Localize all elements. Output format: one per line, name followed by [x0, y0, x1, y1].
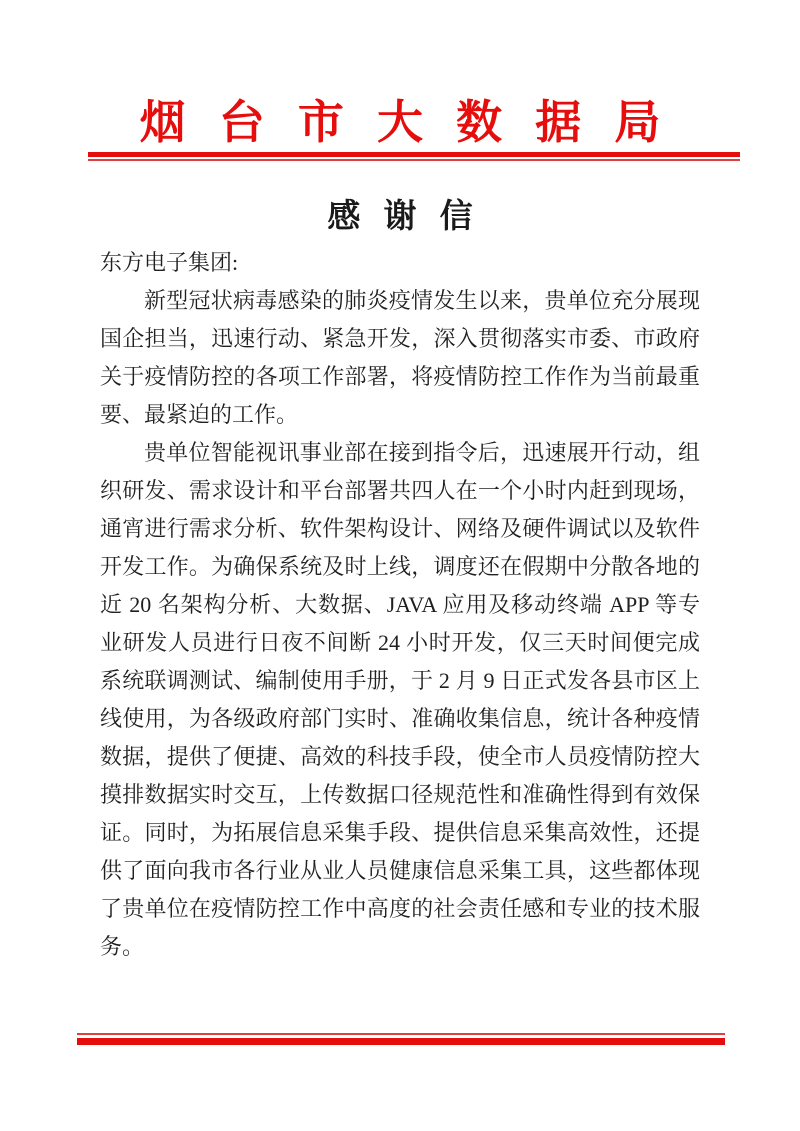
footer-rule: [77, 1033, 725, 1045]
letter-body: [100, 244, 700, 966]
agency-title: 烟台市大数据局: [139, 97, 694, 148]
paragraph-2: 贵单位智能视讯事业部在接到指令后，迅速展开行动，组织研发、需求设计和平台部署共四人在一个小时内赶到现场，通宵进行需求分析、软件架构设计、网络及硬件调试以及软件开发工作。为确保系统及时上线，调度还在假期中分散各地的近 20 名架构分析、大数据、JAVA 应用及移动终端 APP 等专业研发人员进行日夜不间断 24 小时开发，仅三天时间便完成系统联调测试、编制使用手册，于 2 月 9 日正式发各县市区上线使用，为各级政府部门实时、准确收集信息，统计各种疫情数据，提供了便捷、高效的科技手段，使全市人员疫情防控大摸排数据实时交互，上传数据口径规范性和准确性得到有效保证。同时，为拓展信息采集手段、提供信息采集高效性，还提供了面向我市各行业从业人员健康信息采集工具，这些都体现了贵单位在疫情防控工作中高度的社会责任感和专业的技术服务。: [100, 440, 700, 959]
letter-title: 感谢信: [327, 199, 496, 235]
recipient-salutation: 东方电子集团:: [100, 250, 239, 275]
header-rule: [88, 152, 740, 161]
header-rule-thin-line: [88, 159, 740, 161]
paragraph-1: 新型冠状病毒感染的肺炎疫情发生以来，贵单位充分展现国企担当，迅速行动、紧急开发，深入贯彻落实市委、市政府关于疫情防控的各项工作部署，将疫情防控工作作为当前最重要、最紧迫的工作。: [100, 288, 700, 427]
footer-rule-thick-line: [77, 1038, 725, 1045]
